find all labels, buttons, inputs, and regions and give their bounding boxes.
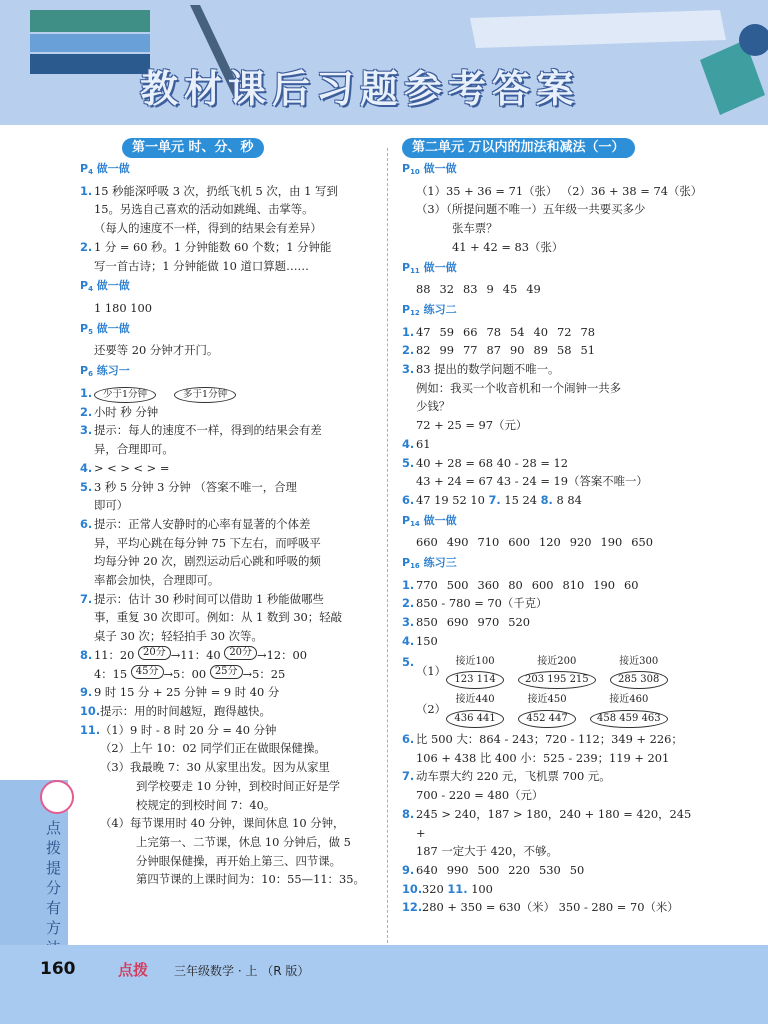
page-ref-p11: $P_{11}$ 做一做 [402,260,457,275]
estimate-row-2: （2） 接近440 436 441 接近450 452 447 接近460 458 459 463 [416,691,702,728]
exercise3-9: 9. 640 990 500 220 530 50 [402,862,585,877]
exercise-2: 2. 小时 秒 分钟 [80,404,159,419]
exercise3-10-11: 10. 320 11. 100 [402,881,493,896]
header-banner [0,0,768,125]
oval-more: 多于1分钟 [174,387,236,403]
exercise2-2: 2. 82 99 77 87 90 89 58 51 [402,343,595,358]
sidebar-slogan: 点拨提分有方 [46,819,62,937]
exercise3-4: 4. 150 [402,633,438,648]
page-ref-p4: $P_4$ 做一做 [80,162,130,176]
exercise2-4: 4. 61 [402,436,431,451]
exercise2-1: 1. 47 59 66 78 54 40 72 78 [402,324,595,339]
mascot-icon [40,780,74,814]
page-number: 160 [40,959,76,979]
answer-p11: 88 32 83 9 45 49 [416,282,541,297]
exercise2-6-8: 6. 47 19 52 10 7. 15 24 8. 8 84 [402,492,582,507]
exercise3-5: 5. （1） 接近100 123 114 接近200 203 195 215 接近300 285 308 （2） 接近440 436 441 接近450 452 447 接近460 458 459 463 [402,653,702,728]
exercise3-12: 12. 280 + 350 = 630（米） 350 - 280 = 70（米） [402,900,679,915]
exercise3-8: 8. 245 > 240，187 > 180，240 + 180 = 420，245 + 187 一定大于 420，不够。 [402,806,692,859]
exercise3-7: 7. 动车票大约 220 元，飞机票 700 元。 700 - 220 = 480（元） [402,769,611,803]
banner-title: 教材课后习题参考答案 [140,67,581,111]
answer-p5: 还要等 20 分钟才开门。 [94,343,219,358]
answer-1: 1. 15 秒能深呼吸 3 次，扔纸飞机 5 次，由 1 写到 15。另选自己喜欢的活动如跳绳、击掌等。 （每人的速度不一样，得到的结果会有差异） [80,183,338,236]
exercise3-1: 1. 770 500 360 80 600 810 190 60 [402,577,639,592]
answer-2: 2. 1 分 = 60 秒。1 分钟能数 60 个数；1 分钟能 写一首古诗；1 分钟能做 10 道口算题…… [80,239,332,273]
exercise3-6: 6. 比 500 大：864 - 243；720 - 112；349 + 226； 106 + 438 比 400 小：525 - 239；119 + 201 [402,731,683,765]
answer-p4b: 1 180 100 [94,300,152,315]
exercise-11: 11. （1）9 时 - 8 时 20 分 = 40 分钟 （2）上午 10：02 同学们正在做眼保健操。 （3）我最晚 7：30 从家里出发。因为从家里 到学校要走 10 分钟，到校时间正好是学 校规定的到校时间 7：40。 （4）每节课用时 40 分钟，课间休息 10 分钟， 上完第一、二节课，休息 10 分钟后，做 5 分钟眼保健操，再开始上第三、四节课。 第四节课的上课时间为：10：55—11：35。 [80,722,365,887]
page-footer [0,945,768,1024]
page-ref-p5: $P_5$ 做一做 [80,321,130,336]
answer-p10: （1）35 + 36 = 71（张） （2）36 + 38 = 74（张） （3）（所提问题不唯一）五年级一共要买多少 张车票？ 41 + 42 = 83（张） [416,183,703,254]
exercise-7: 7. 提示：估计 30 秒时间可以借助 1 秒能做哪些 事，重复 30 次即可。例如：从 1 数到 30；轻敲 桌子 30 次；轻轻拍手 30 次等。 [80,591,342,644]
exercise-5: 5. 3 秒 5 分钟 3 分钟 （答案不唯一，合理 即可） [80,479,297,513]
page-ref-p10: $P_{10}$ 做一做 [402,162,457,176]
page-ref-p14: $P_{14}$ 做一做 [402,513,457,528]
brand-logo: 点拨 [118,961,149,979]
right-column [402,138,702,917]
exercise-10: 10. 提示：用的时间越短，跑得越快。 [80,703,271,718]
exercise-3: 3. 提示：每人的速度不一样，得到的结果会有差 异，合理即可。 [80,423,322,457]
exercise-1: 1. 少于1分钟 多于1分钟 [80,384,378,403]
left-column [80,138,378,889]
page-ref-p12: $P_{12}$ 练习二 [402,302,457,317]
exercise3-3: 3. 850 690 970 520 [402,615,530,630]
exercise2-3: 3. 83 提出的数学问题不唯一。 例如：我买一个收音机和一个闹钟一共多 少钱？ 72 + 25 = 97（元） [402,362,622,433]
answer-page [80,138,703,938]
time-chain-2: 4：15 45分 →5：00 25分 →5：25 [94,665,286,681]
section-title-unit2: 第二单元 万以内的加法和减法（一） [402,138,635,158]
page-ref-p6: $P_6$ 练习一 [80,364,130,379]
exercise-8: 8. 11：20 20分 →11：40 20分 →12：00 4：15 45分 →5：00 25分 →5：25 [80,646,378,683]
time-chain-1: 11：20 20分 →11：40 20分 →12：00 [94,646,307,662]
exercise3-2: 2. 850 - 780 = 70（千克） [402,596,548,611]
book-title: 三年级数学 · 上 （R 版） [174,964,310,978]
tips-sidebar [0,780,68,970]
page-ref-p4b: $P_4$ 做一做 [80,279,130,294]
exercise-6: 6. 提示：正常人安静时的心率有显著的个体差 异，平均心跳在每分钟 75 下左右，而呼吸平 均每分钟 20 次，剧烈运动后心跳和呼吸的频 率都会加快，合理即可。 [80,516,321,588]
exercise-9: 9. 9 时 15 分 + 25 分钟 = 9 时 40 分 [80,685,280,700]
answer-p14: 660 490 710 600 120 920 190 650 [416,535,653,550]
column-divider [387,148,388,948]
exercise-4: 4. > < > < > = [80,460,170,475]
page-ref-p16: $P_{16}$ 练习三 [402,556,457,571]
exercise2-5: 5. 40 + 28 = 68 40 - 28 = 12 43 + 24 = 67 43 - 24 = 19（答案不唯一） [402,455,648,489]
estimate-row-1: （1） 接近100 123 114 接近200 203 195 215 接近300 285 308 [416,653,702,690]
section-title-unit1: 第一单元 时、分、秒 [122,138,264,158]
oval-less: 少于1分钟 [94,387,156,403]
